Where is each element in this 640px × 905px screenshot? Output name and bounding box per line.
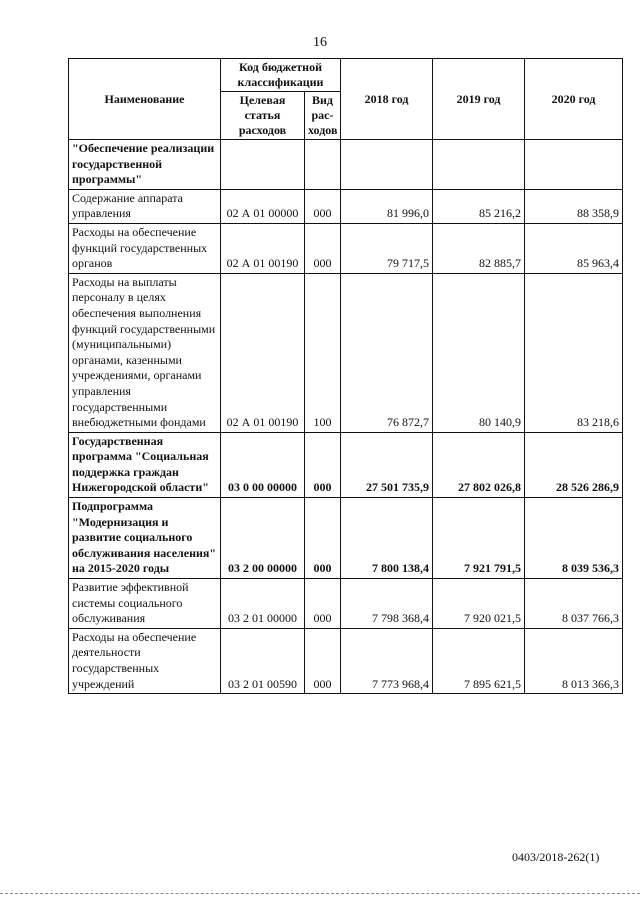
row-2019: 7 920 021,5 (433, 579, 525, 629)
table-row (69, 579, 623, 629)
row-2020: 88 358,9 (525, 189, 623, 223)
row-target: 03 2 01 00000 (221, 579, 305, 629)
row-2020: 8 013 366,3 (525, 628, 623, 693)
header-type: Вид рас-ходов (305, 92, 341, 140)
row-2020: 85 963,4 (525, 223, 623, 273)
budget-table (68, 58, 623, 694)
row-type (305, 140, 341, 190)
row-2019: 27 802 026,8 (433, 432, 525, 497)
row-2018: 81 996,0 (341, 189, 433, 223)
row-target: 02 А 01 00190 (221, 223, 305, 273)
table-row (69, 273, 623, 432)
row-type: 000 (305, 432, 341, 497)
row-type: 000 (305, 498, 341, 579)
row-2020: 8 039 536,3 (525, 498, 623, 579)
row-name: Расходы на обеспечение функций государственных органов (69, 223, 221, 273)
row-2018 (341, 140, 433, 190)
table-row (69, 140, 623, 190)
row-name: Развитие эффективной системы социального обслуживания (69, 579, 221, 629)
bottom-divider (0, 893, 640, 894)
header-name: Наименование (69, 59, 221, 140)
table-row (69, 432, 623, 497)
row-2018: 7 773 968,4 (341, 628, 433, 693)
table-row (69, 628, 623, 693)
table-row (69, 223, 623, 273)
row-2020: 8 037 766,3 (525, 579, 623, 629)
row-2020 (525, 140, 623, 190)
row-target (221, 140, 305, 190)
row-2019: 85 216,2 (433, 189, 525, 223)
row-type: 100 (305, 273, 341, 432)
row-2018: 76 872,7 (341, 273, 433, 432)
row-2018: 7 800 138,4 (341, 498, 433, 579)
header-target: Целевая статья расходов (221, 92, 305, 140)
row-2019: 82 885,7 (433, 223, 525, 273)
row-2019: 7 895 621,5 (433, 628, 525, 693)
row-target: 02 А 01 00190 (221, 273, 305, 432)
row-target: 03 2 00 00000 (221, 498, 305, 579)
table-row (69, 498, 623, 579)
row-name: Государственная программа "Социальная поддержка граждан Нижегородской области" (69, 432, 221, 497)
table-row (69, 189, 623, 223)
row-type: 000 (305, 628, 341, 693)
row-target: 03 0 00 00000 (221, 432, 305, 497)
header-classification: Код бюджетной классификации (221, 59, 341, 92)
row-type: 000 (305, 223, 341, 273)
row-2018: 27 501 735,9 (341, 432, 433, 497)
document-id: 0403/2018-262(1) (512, 850, 600, 864)
row-name: Расходы на обеспечение деятельности государственных учреждений (69, 628, 221, 693)
row-name: "Обеспечение реализации государственной программы" (69, 140, 221, 190)
row-type: 000 (305, 579, 341, 629)
row-2018: 79 717,5 (341, 223, 433, 273)
row-2019: 7 921 791,5 (433, 498, 525, 579)
row-2020: 83 218,6 (525, 273, 623, 432)
row-name: Содержание аппарата управления (69, 189, 221, 223)
row-2019 (433, 140, 525, 190)
page-number: 16 (313, 35, 327, 50)
header-2018: 2018 год (341, 59, 433, 140)
row-name: Расходы на выплаты персоналу в целях обеспечения выполнения функций государственными (муниципальными) органами, казенными учреждениями, органами управления государственными внебюджетными фондами (69, 273, 221, 432)
row-2019: 80 140,9 (433, 273, 525, 432)
row-target: 02 А 01 00000 (221, 189, 305, 223)
row-2020: 28 526 286,9 (525, 432, 623, 497)
row-name: Подпрограмма "Модернизация и развитие социального обслуживания населения" на 2015-2020 годы (69, 498, 221, 579)
row-target: 03 2 01 00590 (221, 628, 305, 693)
header-2019: 2019 год (433, 59, 525, 140)
row-2018: 7 798 368,4 (341, 579, 433, 629)
row-type: 000 (305, 189, 341, 223)
header-2020: 2020 год (525, 59, 623, 140)
